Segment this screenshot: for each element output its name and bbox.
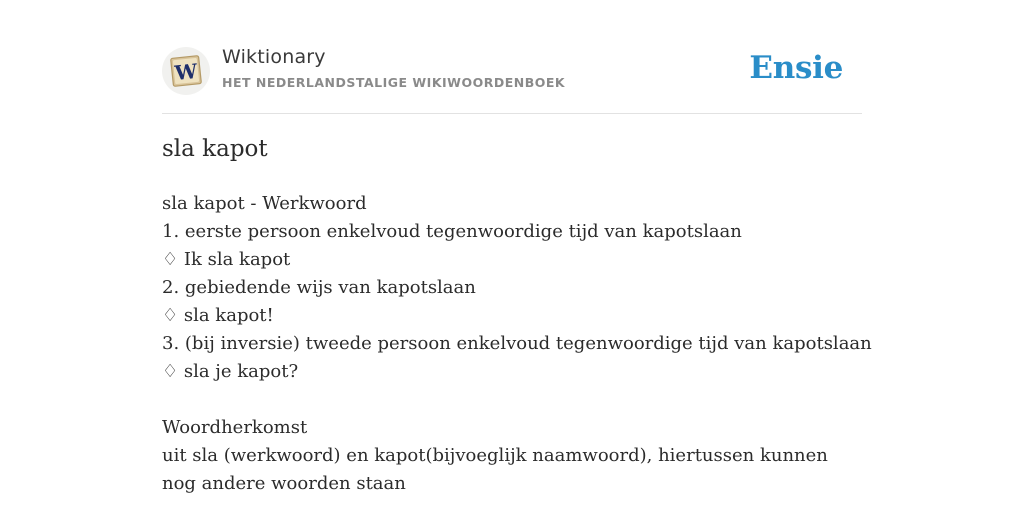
wiktionary-logo-icon[interactable] [162,47,210,95]
example-3: ♢ sla je kapot? [162,361,299,382]
entry-content [162,190,872,498]
site-name[interactable]: Wiktionary [222,46,326,68]
header-divider [162,113,862,114]
definition-1: 1. eerste persoon enkelvoud tegenwoordige tijd van kapotslaan [162,221,742,242]
ensie-brand-link[interactable]: Ensie [749,50,843,86]
etymology-heading: Woordherkomst [162,417,308,438]
wiktionary-logo-graphic [168,53,204,89]
site-tagline: HET NEDERLANDSTALIGE WIKIWOORDENBOEK [222,75,566,90]
definition-2: 2. gebiedende wijs van kapotslaan [162,277,476,298]
definition-3: 3. (bij inversie) tweede persoon enkelvoud tegenwoordige tijd van kapotslaan [162,333,872,354]
example-2: ♢ sla kapot! [162,305,274,326]
etymology-text: uit sla (werkwoord) en kapot(bijvoeglijk naamwoord), hiertussen kunnen nog andere woorden staan [162,445,828,494]
svg-text:W: W [173,58,199,86]
entry-heading: sla kapot - Werkwoord [162,193,367,214]
example-1: ♢ Ik sla kapot [162,249,291,270]
site-header [162,44,862,96]
section-spacer [162,386,862,414]
page-title: sla kapot [162,136,268,162]
